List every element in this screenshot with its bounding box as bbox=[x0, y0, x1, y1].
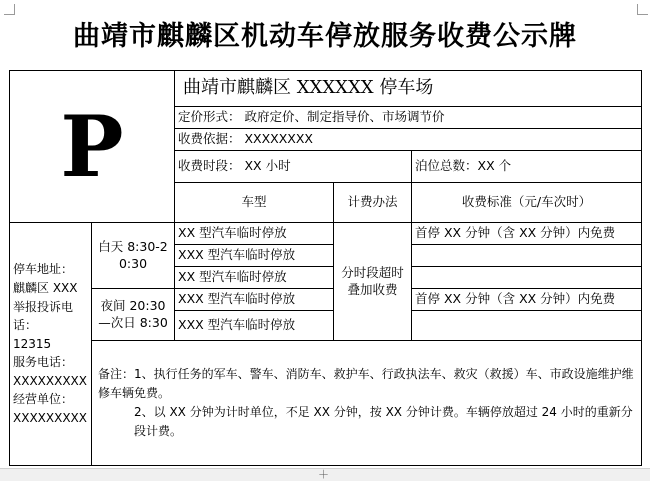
pricing-form: 定价形式： 政府定价、制定指导价、市场调节价 bbox=[175, 107, 642, 129]
lot-name: 曲靖市麒麟区 XXXXXX 停车场 bbox=[175, 71, 642, 107]
add-sheet-icon[interactable]: ＋ bbox=[318, 468, 329, 481]
standard-empty bbox=[412, 267, 642, 289]
standard-empty bbox=[412, 245, 642, 267]
standard-empty bbox=[412, 311, 642, 341]
charge-basis: 收费依据： XXXXXXXX bbox=[175, 129, 642, 151]
parking-p-icon: P bbox=[60, 96, 124, 196]
vehicle-row: XX 型汽车临时停放 bbox=[175, 267, 334, 289]
service-phone: XXXXXXXXX bbox=[13, 373, 87, 388]
operator-value: XXXXXXXXX bbox=[13, 411, 87, 426]
operator-label: 经营单位： bbox=[13, 392, 74, 407]
report-label: 举报投诉电话： bbox=[13, 299, 74, 333]
period-day: 白天 8:30-20:30 bbox=[92, 223, 175, 289]
note-line-2: 2、以 XX 分钟为计时单位，不足 XX 分钟，按 XX 分钟计费。车辆停放超过 24 小时的重新分段计费。 bbox=[134, 405, 633, 439]
service-label: 服务电话： bbox=[13, 355, 74, 370]
fee-notice-table bbox=[9, 70, 642, 466]
report-phone: 12315 bbox=[13, 336, 52, 351]
billing-method: 分时段超时叠加收费 bbox=[334, 223, 412, 341]
standard-night-first: 首停 XX 分钟（含 XX 分钟）内免费 bbox=[412, 289, 642, 311]
header-vehicle-type: 车型 bbox=[175, 183, 334, 223]
vehicle-row: XXX 型汽车临时停放 bbox=[175, 289, 334, 311]
note-line-1: 备注：1、执行任务的军车、警车、消防车、救护车、行政执法车、救灾（救援）车、市政设施维护维修车辆免费。 bbox=[98, 366, 634, 400]
vehicle-row: XX 型汽车临时停放 bbox=[175, 223, 334, 245]
total-spaces: 泊位总数：XX 个 bbox=[412, 151, 642, 183]
address-value: 麒麟区 XXX bbox=[13, 280, 78, 295]
header-standard: 收费标准（元/车次时） bbox=[412, 183, 642, 223]
notes-cell bbox=[92, 341, 642, 466]
parking-logo-cell bbox=[10, 71, 175, 223]
period-night: 夜间 20:30—次日 8:30 bbox=[92, 289, 175, 341]
address-label: 停车地址： bbox=[13, 262, 74, 277]
vehicle-row: XXX 型汽车临时停放 bbox=[175, 245, 334, 267]
lot-info-cell bbox=[10, 223, 92, 466]
standard-day-first: 首停 XX 分钟（含 XX 分钟）内免费 bbox=[412, 223, 642, 245]
page-title: 曲靖市麒麟区机动车停放服务收费公示牌 bbox=[73, 21, 577, 52]
charge-hours: 收费时段： XX 小时 bbox=[175, 151, 412, 183]
vehicle-row: XXX 型汽车临时停放 bbox=[175, 311, 334, 341]
header-billing-method: 计费办法 bbox=[334, 183, 412, 223]
